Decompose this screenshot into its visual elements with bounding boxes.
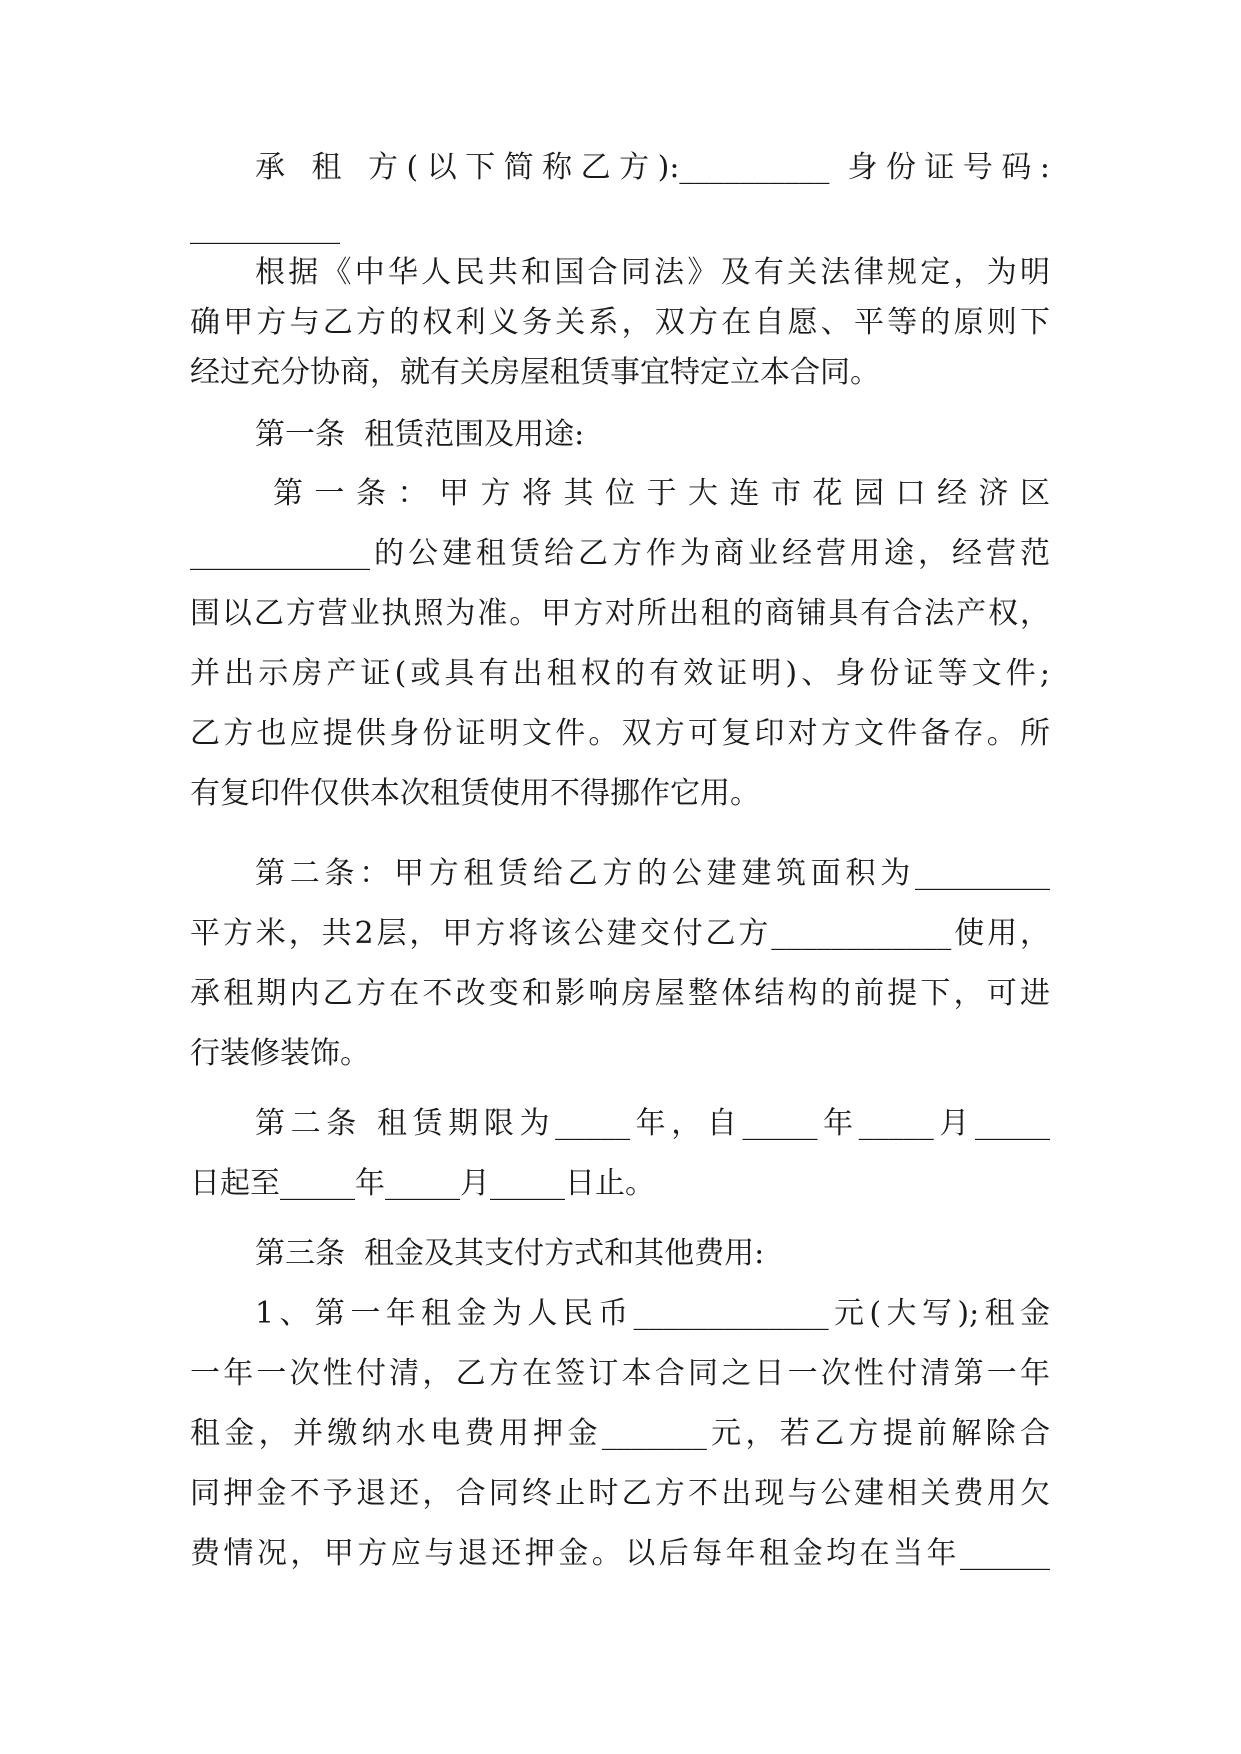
- lease-term-line-1: 第二条 租赁期限为_____年，自_____年_____月_____: [255, 1106, 1050, 1141]
- rent-line-1: 1、第一年租金为人民币_____________元(大写);租金: [255, 1296, 1050, 1331]
- preamble-line-3: 经过充分协商，就有关房屋租赁事宜特定立本合同。: [190, 355, 880, 390]
- article-2-line-2: 平方米，共2层，甲方将该公建交付乙方____________使用，: [190, 916, 1050, 951]
- clause-lessee-line: 承 租 方(以下简称乙方):__________ 身份证号码:: [255, 150, 1050, 185]
- article-3-heading: 第三条 租金及其支付方式和其他费用:: [255, 1236, 765, 1271]
- article-1-line-4: 并出示房产证(或具有出租权的有效证明)、身份证等文件;: [190, 656, 1050, 691]
- article-2-line-1: 第二条：甲方租赁给乙方的公建建筑面积为_________: [255, 856, 1050, 891]
- article-1-line-6: 有复印件仅供本次租赁使用不得挪作它用。: [190, 776, 760, 811]
- rent-line-4: 同押金不予退还，合同终止时乙方不出现与公建相关费用欠: [190, 1476, 1050, 1511]
- clause-lessee-id-blank: __________: [190, 210, 340, 245]
- preamble-line-2: 确甲方与乙方的权利义务关系，双方在自愿、平等的原则下: [190, 305, 1050, 340]
- article-1-heading: 第一条 租赁范围及用途:: [255, 417, 585, 452]
- article-1-line-1: 第 一 条 ： 甲 方 将 其 位 于 大 连 市 花 园 口 经 济 区: [273, 476, 1050, 511]
- rent-line-3: 租金，并缴纳水电费用押金_______元，若乙方提前解除合: [190, 1416, 1050, 1451]
- article-1-line-5: 乙方也应提供身份证明文件。双方可复印对方文件备存。所: [190, 716, 1050, 751]
- rent-line-5: 费情况，甲方应与退还押金。以后每年租金均在当年______: [190, 1536, 1050, 1571]
- rent-line-2: 一年一次性付清，乙方在签订本合同之日一次性付清第一年: [190, 1356, 1050, 1391]
- article-1-line-2: ____________的公建租赁给乙方作为商业经营用途，经营范: [190, 536, 1050, 571]
- preamble-line-1: 根据《中华人民共和国合同法》及有关法律规定，为明: [255, 255, 1050, 290]
- article-1-line-3: 围以乙方营业执照为准。甲方对所出租的商铺具有合法产权，: [190, 596, 1050, 631]
- article-2-line-4: 行装修装饰。: [190, 1036, 370, 1071]
- article-2-line-3: 承租期内乙方在不改变和影响房屋整体结构的前提下，可进: [190, 976, 1050, 1011]
- lease-term-line-2: 日起至_____年_____月_____日止。: [190, 1166, 655, 1201]
